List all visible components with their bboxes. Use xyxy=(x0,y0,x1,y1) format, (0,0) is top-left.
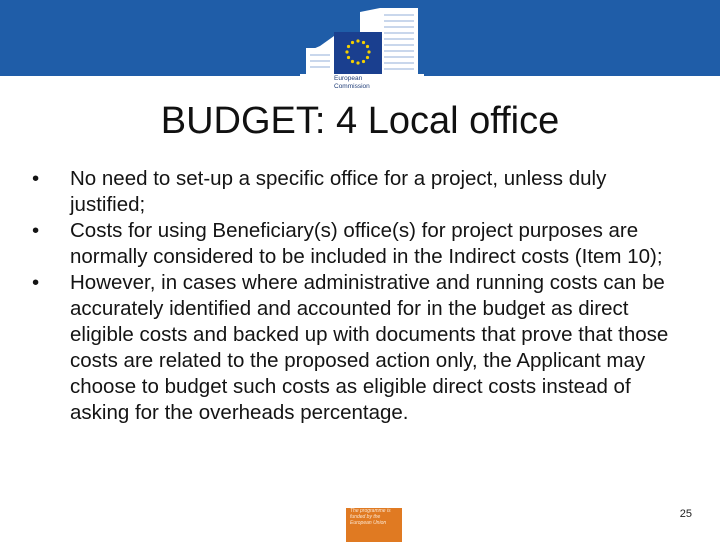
bullet-text: Costs for using Beneficiary(s) office(s) for project purposes are normally considered to be included in the Indirect costs (Item 10); xyxy=(70,219,663,268)
bullet-item xyxy=(32,270,672,426)
slide-title: BUDGET: 4 Local office xyxy=(160,100,560,142)
bullet-text: No need to set-up a specific office for a project, unless duly justified; xyxy=(70,167,607,216)
bullet-item xyxy=(32,166,672,218)
bullet-text: However, in cases where administrative and running costs can be accurately identified and accounted for in the budget as direct eligible costs and backed up with documents that prove that those costs are related to the proposed action only, the Applicant may choose to budget such costs as eligible direct costs instead of asking for the overheads percentage. xyxy=(70,271,669,424)
bullet-item xyxy=(32,218,672,270)
bullet-list xyxy=(32,166,672,426)
page-number: 25 xyxy=(679,508,692,520)
logo-text-line2: Commission xyxy=(334,82,370,90)
logo-text-line1: European xyxy=(334,75,363,82)
logo-text xyxy=(334,75,394,90)
badge-line2: funded by the xyxy=(350,514,381,520)
badge-line1: The programme is xyxy=(350,508,391,514)
eu-funding-badge xyxy=(346,508,402,542)
bullet-marker: • xyxy=(32,167,40,190)
badge-line3: European Union xyxy=(350,520,387,526)
bullet-marker: • xyxy=(32,219,40,242)
bullet-marker: • xyxy=(32,271,40,294)
